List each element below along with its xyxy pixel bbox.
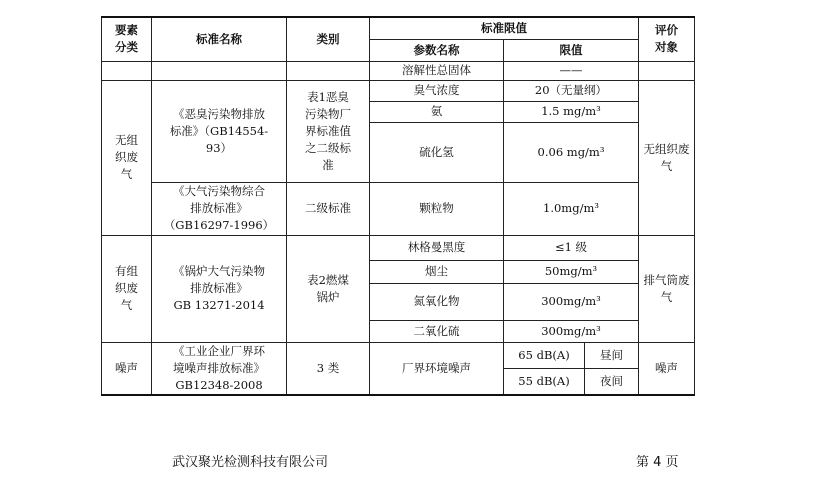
- pm-param: 颗粒物: [370, 182, 504, 235]
- unorg-standard-1: 《恶臭污染物排放 标准》（GB14554- 93）: [152, 80, 287, 182]
- noise-param: 厂界环境噪声: [370, 342, 504, 395]
- ammonia-param: 氨: [370, 101, 504, 122]
- table-row: [102, 342, 695, 368]
- unorg-target: 无组织废气: [639, 80, 695, 235]
- table-row: [102, 80, 695, 101]
- unorg-class-1: 表1恶臭 污染物厂 界标准值 之二级标 准: [287, 80, 370, 182]
- table-row: [102, 235, 695, 260]
- odor-limit: 20（无量纲）: [504, 80, 639, 101]
- standards-table: [101, 16, 695, 396]
- noise-night-label: 夜间: [585, 368, 639, 394]
- tds-limit: ——: [504, 61, 639, 80]
- header-category: 要素 分类: [102, 17, 152, 61]
- noise-target: 噪声: [639, 342, 695, 395]
- org-standard: 《锅炉大气污染物 排放标准》 GB 13271-2014: [152, 235, 287, 342]
- nox-limit: 300mg/m³: [504, 283, 639, 320]
- h2s-limit: 0.06 mg/m³: [504, 122, 639, 182]
- noise-class: 3 类: [287, 342, 370, 395]
- header-standard-name: 标准名称: [152, 17, 287, 61]
- header-limit: 限值: [504, 39, 639, 61]
- unorg-category: 无组 织废 气: [102, 80, 152, 235]
- header-param: 参数名称: [370, 39, 504, 61]
- dust-param: 烟尘: [370, 260, 504, 283]
- ammonia-limit: 1.5 mg/m³: [504, 101, 639, 122]
- noise-category: 噪声: [102, 342, 152, 395]
- so2-limit: 300mg/m³: [504, 320, 639, 342]
- dust-limit: 50mg/m³: [504, 260, 639, 283]
- header-class: 类别: [287, 17, 370, 61]
- empty-cell: [102, 61, 152, 80]
- page-number: 第 4 页: [636, 455, 679, 470]
- table-row: [102, 61, 695, 80]
- empty-cell: [152, 61, 287, 80]
- empty-cell: [287, 61, 370, 80]
- unorg-standard-2: 《大气污染物综合 排放标准》 （GB16297-1996）: [152, 182, 287, 235]
- h2s-param: 硫化氢: [370, 122, 504, 182]
- empty-cell: [639, 61, 695, 80]
- noise-day-label: 昼间: [585, 342, 639, 368]
- pm-limit: 1.0mg/m³: [504, 182, 639, 235]
- ringelmann-limit: ≤1 级: [504, 235, 639, 260]
- table-row: [102, 182, 695, 235]
- noise-standard: 《工业企业厂界环 境噪声排放标准》 GB12348-2008: [152, 342, 287, 395]
- noise-day-value: 65 dB(A): [504, 342, 585, 368]
- nox-param: 氮氧化物: [370, 283, 504, 320]
- org-class: 表2燃煤 锅炉: [287, 235, 370, 342]
- org-category: 有组 织废 气: [102, 235, 152, 342]
- header-limits: 标准限值: [370, 17, 639, 39]
- noise-night-value: 55 dB(A): [504, 368, 585, 394]
- org-target: 排气筒废气: [639, 235, 695, 342]
- header-target: 评价 对象: [639, 17, 695, 61]
- ringelmann-param: 林格曼黑度: [370, 235, 504, 260]
- odor-param: 臭气浓度: [370, 80, 504, 101]
- footer-company: 武汉聚光检测科技有限公司: [172, 455, 329, 470]
- tds-param: 溶解性总固体: [370, 61, 504, 80]
- unorg-class-2: 二级标准: [287, 182, 370, 235]
- so2-param: 二氧化硫: [370, 320, 504, 342]
